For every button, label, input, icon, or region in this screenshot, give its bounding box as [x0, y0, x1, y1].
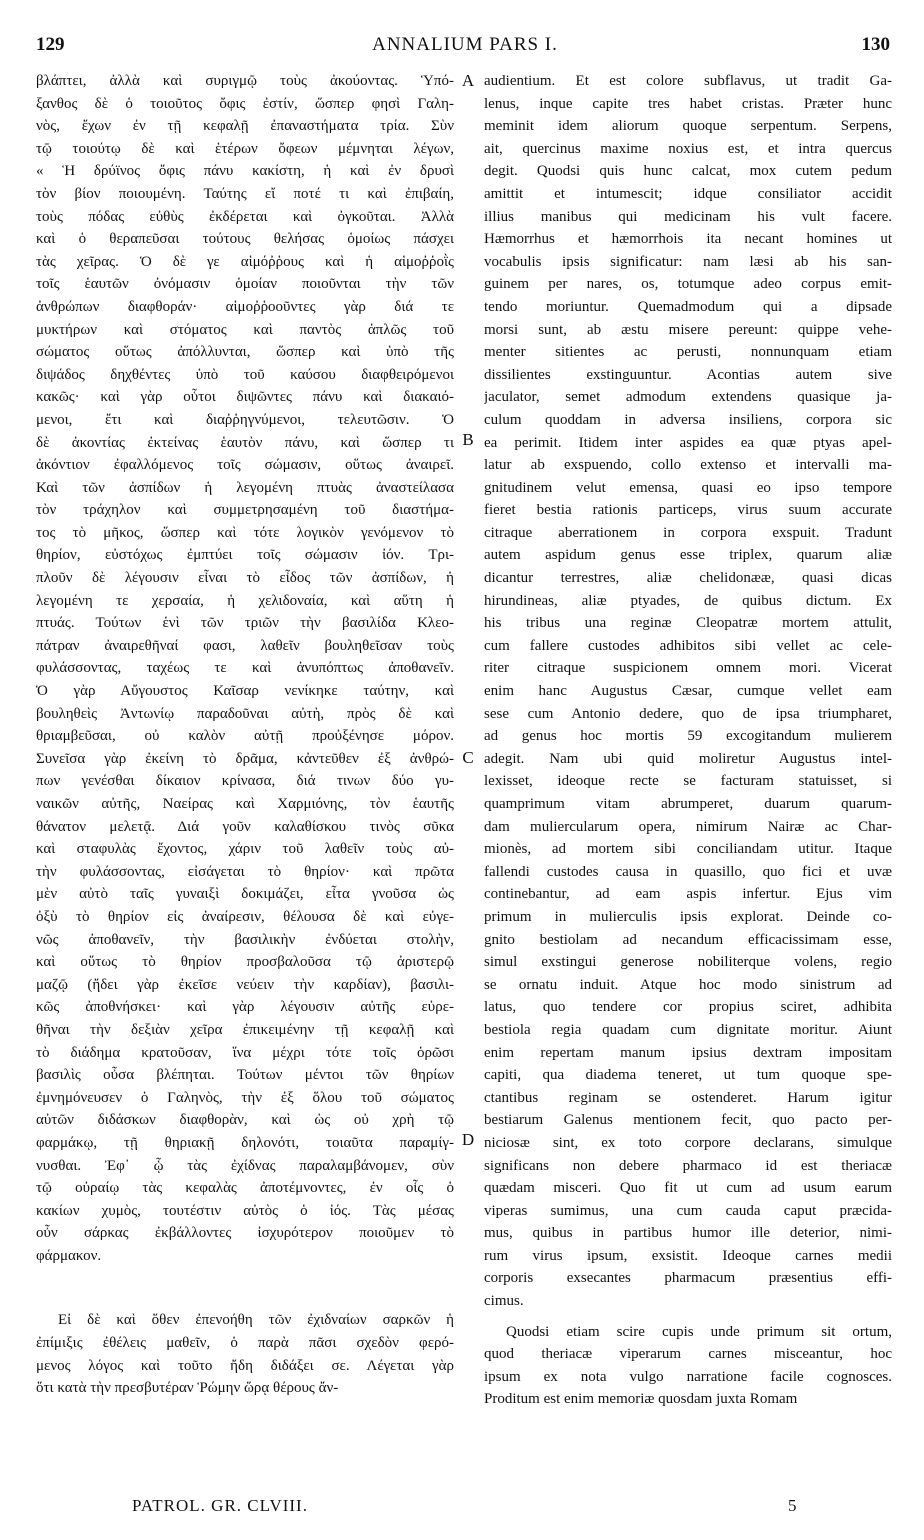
latin-line: dicantur terrestres, aliæ chelidonææ, quasi dicas [484, 570, 892, 587]
greek-line: βλάπτει, ἀλλὰ καὶ συριγμῷ τοὺς ἀκούοντας. Ὑπό- [36, 73, 454, 89]
greek-line: θριαμβεῦσαι, οὐ καλὸν αὐτῇ προὐξένησε μόρον. [36, 728, 454, 745]
greek-line: βουληθεὶς Ἀντωνίῳ παραδοῦναι αὐτὴ, πρὸς δὲ καὶ [36, 705, 454, 722]
latin-line: significans non debere pharmaco id est theriacæ [484, 1157, 892, 1174]
latin-line: viperas sumimus, una cum cauda caput præcida- [484, 1202, 892, 1219]
greek-line: καὶ σταφυλὰς ἔχοντος, χάριν τοῦ λαθεῖν τοὺς αὐ- [36, 841, 454, 858]
latin-line: audientium. Et est colore subflavus, ut tradit Ga- [484, 73, 892, 89]
greek-line: Ὁ γὰρ Αὔγουστος Καῖσαρ νενίκηκε ταύτην, καὶ [36, 683, 454, 700]
greek-line: σώματος οὕτως ἀπόλλυνται, ὥσπερ καὶ ὑπὸ τῆς [36, 344, 454, 361]
latin-line: se ornatu induit. Atque hoc modo sinistrum ad [484, 976, 892, 993]
greek-line: τοὺς πόδας εὐθὺς ἐκδέρεται καὶ ὀγκοῦται. Ἀλλὰ [36, 208, 454, 225]
margin-marker-c: C [462, 748, 474, 767]
page-number-left: 129 [36, 34, 65, 55]
greek-line: νυσθαι. Ἐφ᾽ ᾧ τὰς ἐχίδνας παραλαμβάνομεν, σὺν [36, 1157, 454, 1174]
greek-line: φαρμάκῳ, τῇ θηριακῇ δηλονότι, τοιαῦτα παραμίγ- [36, 1134, 454, 1151]
greek-line: θηρίον, εὐστόχως ἐμπτύει τοῖς σώμασιν ἰόν. Τρι- [36, 547, 454, 564]
margin-marker-a: A [461, 71, 475, 90]
latin-line: bestiarum Galenus mentionem fecit, quo pacto per- [484, 1112, 892, 1129]
greek-line: μὲν αὐτὸ ταῖς γυναιξὶ δοκιμάζει, εἶτα γνοῦσα ὡς [36, 886, 454, 903]
latin-line: amittit et intumescit; idque consiliator accidit [484, 185, 892, 202]
latin-line: Proditum est enim memoriæ quosdam juxta Romam [484, 1391, 798, 1408]
latin-line: gnito bestiolam ad necandum efficacissimam esse, [484, 931, 892, 948]
latin-line: enim hanc Augustus Cæsar, cumque vellet eam [484, 683, 892, 700]
greek-line: ἐπίμιξις ἐθέλεις μαθεῖν, ὁ παρὰ πᾶσι σχεδὸν φερό- [36, 1335, 454, 1352]
greek-line: τὴν φυλάσσοντας, εἰσάγεται τὸ θηρίον· καὶ πρῶτα [36, 863, 454, 880]
latin-line: fallendi custodes causa in quasillo, quo fici et uvæ [484, 863, 892, 880]
latin-line: Hæmorrhus et hæmorrhois ita necant homines ut [484, 231, 892, 248]
latin-line: Quodsi etiam scire cupis unde primum sit ortum, [506, 1323, 892, 1340]
greek-line: κακίων χυμὸς, τουτέστιν αὐτὸς ὁ ἰός. Τὰς μέσας [36, 1202, 454, 1219]
latin-line: bestiola regia quadam cum dignitate moritur. Aiunt [484, 1021, 892, 1038]
latin-line: guinem per nares, os, totumque adeo corpus emit- [484, 276, 892, 293]
greek-line: οὖν σάρκας ἐκβάλλοντες ἰσχυρότερον ποιοῦμεν τὸ [36, 1225, 454, 1242]
latin-line: tendo moriuntur. Quemadmodum qui a dipsade [484, 298, 892, 315]
latin-line: dissilientes exstinguuntur. Acontias autem sive [484, 366, 892, 383]
latin-line: fieret bestia rationis particeps, virus suum accurate [484, 502, 892, 519]
latin-line: rum virus ipsum, exsistit. Ideoque carnes medii [484, 1247, 892, 1264]
greek-line: Καὶ τῶν ἀσπίδων ἡ λεγομένη πτυὰς ἀναστείλασα [36, 479, 454, 496]
greek-line: ὅτι κατὰ τὴν πρεσβυτέραν Ῥώμην ὥρᾳ θέρους ἄν- [36, 1380, 339, 1397]
latin-line: adegit. Nam ubi quid moliretur Augustus intel- [484, 750, 892, 767]
page-header [30, 30, 900, 60]
page-number-right: 130 [861, 34, 890, 55]
latin-line: mionès, ad mortem sibi conciliandam utitur. Itaque [484, 841, 892, 858]
latin-line: vocabulis ipsis significatur: nam læsi ab his san- [484, 253, 892, 270]
greek-line: τὰς χεῖρας. Ὁ δὲ γε αἱμόῤῥους καὶ ἡ αἱμοῤῥοῒς [36, 253, 454, 270]
latin-line: latus, quo tendere cor propius sciret, adhibita [484, 999, 892, 1016]
greek-line: πων γενέσθαι δίκαιον κρίνασα, διά τινων δύο γυ- [36, 773, 454, 790]
latin-line: morsi sunt, ab æstu misere pereunt: quippe vehe- [484, 321, 892, 338]
latin-line: quamprimum vitam abrumperet, duarum quarum- [484, 796, 892, 812]
running-title: ANNALIUM PARS I. [372, 34, 558, 55]
latin-line: culum quoddam in adversa insiliens, corpora sic [484, 411, 892, 428]
latin-line: hirundineas, aliæ ptyades, de quibus dictum. Ex [484, 592, 892, 609]
latin-line: ipsum ex nota vulgo narratione facile cognosces. [484, 1368, 892, 1385]
greek-line: μυκτήρων καὶ στόματος καὶ παντὸς ἁπλῶς τοῦ [36, 321, 454, 338]
latin-line: quod theriacæ viperarum carnes misceantur, hoc [484, 1346, 892, 1363]
latin-line: illius manibus qui medicinam his vult facere. [484, 208, 892, 225]
greek-line: « Ἡ δρύϊνος ὄφις πάνυ κακίστη, ἡ καὶ ἐν δρυσὶ [36, 163, 454, 180]
greek-line: μενοι, ἔτι καὶ διαῤῥηγνύμενοι, τελευτῶσιν. Ὁ [36, 411, 454, 428]
latin-line: ad genus hoc mortis 59 excogitandum mulierem [484, 728, 892, 745]
greek-line: ναικῶν αὐτῆς, Ναείρας καὶ Χαρμιόνης, τὸν ἑαυτῆς [36, 796, 454, 812]
latin-line: riter citraque suspicionem omnem mori. Vicerat [484, 660, 892, 677]
greek-line: καὶ οὕτως τὸ θηρίον προσβαλοῦσα τῷ ἀριστερῷ [36, 954, 454, 971]
greek-line: τὸ διάδημα κρατοῦσαν, ἵνα μέχρι τότε τοῖς ὁρῶσι [36, 1044, 454, 1061]
greek-line: καὶ ὁ θεραπεῦσαι τούτους θελήσας ὁμοίως πάσχει [36, 231, 454, 248]
latin-line: simul exstingui generose nobiliterque volens, regio [484, 954, 892, 971]
latin-line: meminit idem aliorum quoque serpentum. Serpens, [484, 118, 892, 135]
latin-line: gnitudinem velut emensa, quasi eo ipso tempore [484, 479, 892, 496]
latin-line: mus, quibus in partibus humor ille deterior, nimi- [484, 1225, 892, 1242]
latin-line: menter sitientes ac perusti, nonnunquam etiam [484, 344, 892, 361]
latin-line: ea perimit. Itidem inter aspides ea quæ ptyas apel- [484, 434, 892, 451]
greek-line: ἀκόντιον ἐφαλλόμενος τοῖς σώμασιν, οὕτως ἀναιρεῖ. [36, 457, 454, 474]
greek-line: μαζῷ (ἤδει γὰρ ἐκεῖσε νεύειν τὴν καρδίαν), βασιλι- [36, 976, 454, 993]
footer-sheet-number: 5 [788, 1496, 797, 1515]
greek-line: τοῖς ἑαυτῶν ὀνόμασιν ὁμοίαν ποιοῦνται τὴν τῶν [36, 276, 454, 293]
greek-paragraph-gap [36, 1267, 454, 1309]
greek-column [36, 70, 454, 1400]
latin-line: dam muliercularum opera, nimirum Nairæ ac Char- [484, 818, 892, 835]
margin-marker-d: D [461, 1130, 475, 1149]
latin-line: quædam misceri. Quo fit ut cum ad usum earum [484, 1180, 892, 1197]
greek-line: πάτραν ἀναιρεθῆναί φασι, λαθεῖν βουληθεῖσαν τοὺς [36, 637, 454, 654]
latin-line: ctantibus reginam se ostenderet. Harum igitur [484, 1089, 892, 1106]
greek-line: πτυάς. Τούτων ἑνὶ τῶν τριῶν τὴν βασιλίδα Κλεο- [36, 615, 454, 632]
margin-marker-b: B [462, 430, 474, 449]
latin-line: latur ab exspuendo, collo extenso et intervalli ma- [484, 457, 892, 474]
latin-line: ait, quercinus maxime noxius est, et intra quercus [484, 140, 892, 157]
greek-line: φυλάσσοντας, ταχέως τε καὶ ἀνυπόπτως ἀποθανεῖν. [36, 660, 454, 677]
latin-line: capiti, qua diadema teneret, ut tum quoque spe- [484, 1067, 892, 1084]
latin-line: primum in mulierculis ipsis explorat. Deinde co- [484, 908, 892, 925]
latin-line: cimus. [484, 1293, 524, 1310]
latin-line: cum fallere custodes adhibitos sibi vellet ac cele- [484, 637, 892, 654]
greek-line: πλοῦν δὲ λέγουσιν εἶναι τὸ εἶδος τῶν ἀσπίδων, ἡ [36, 570, 454, 587]
latin-line: lenus, inque capite tres habet cristas. Præter hunc [484, 95, 892, 112]
greek-line: φάρμακον. [36, 1247, 102, 1264]
greek-line: κῶς ἀποθνήσκει· καὶ γὰρ λέγουσιν αὐτῆς εὑρε- [36, 999, 454, 1016]
latin-line: jaculator, semet admodum extendens quasique ja- [484, 389, 892, 406]
greek-line: νῶς ἀποθανεῖν, τὴν βασιλικὴν ἐνδύεται στολὴν, [36, 931, 454, 948]
greek-line: αὐτῶν διδάσκων διαφθορὰν, καὶ ὡς οὐ χρὴ τῷ [36, 1112, 454, 1129]
greek-line: τῷ οὐραίῳ τὰς κεφαλὰς ἀποτέμνοντες, ἐν οἷς ὁ [36, 1180, 454, 1197]
greek-line: τῷ τοιούτῳ δὲ καὶ ἑτέρων ὄφεων μέμνηται λέγων, [36, 140, 454, 157]
latin-line: sese cum Antonio dedere, quo de ipsa triumpharet, [484, 705, 892, 722]
greek-line: ὀξὺ τὸ θηρίον εἰς ἀναίρεσιν, θέλουσα δὲ καὶ εὐγε- [36, 908, 454, 925]
latin-column [484, 70, 892, 1411]
greek-line: νὸς, ἔχων ἐν τῇ κεφαλῇ ἐπαναστήματα τρία. Σὺν [36, 118, 454, 135]
latin-line: corporis exsecantes pharmacum præsentius effi- [484, 1270, 892, 1287]
greek-line: λεγομένη τε χερσαία, ἡ χελιδοναία, καὶ αὕτη ἡ [36, 592, 454, 609]
latin-paragraph-gap [484, 1313, 892, 1321]
greek-line: θάνατον μελετᾷ. Διά γοῦν καλαθίσκου τινὸς σῦκα [36, 818, 454, 835]
greek-line: θῆναι τὴν δεξιὰν χεῖρα ἐπικειμένην τῇ κεφαλῇ καὶ [36, 1021, 454, 1038]
greek-line: ἐμνημόνευσεν ὁ Γαληνὸς, τὴν ἐξ ὅλου τοῦ σώματος [36, 1089, 454, 1106]
latin-line: continebantur, ad eam aspis infertur. Ejus vim [484, 886, 892, 903]
greek-line: Εἰ δὲ καὶ ὅθεν ἐπενοήθη τῶν ἐχιδναίων σαρκῶν ἡ [58, 1312, 454, 1329]
latin-line: enim repertam manum ipsius dextram impositam [484, 1044, 892, 1061]
greek-line: διψάδος δηχθέντες ὑπὸ τοῦ καύσου διαφθειρόμενοι [36, 366, 454, 383]
greek-line: μενος λόγος καὶ τοῦτο ἤδη διδάξει σε. Λέγεται γὰρ [36, 1357, 454, 1374]
greek-line: τος τὸ μῆκος, ὥσπερ καὶ τότε λογικὸν γενόμενον τὸ [36, 524, 454, 541]
greek-line: δὲ ἀκοντίας ἐκτείνας ἑαυτὸν πάνυ, καὶ ὥσπερ τι [36, 434, 454, 451]
latin-line: niciosæ sint, ex toto corpore declarans, simulque [484, 1134, 892, 1151]
latin-line: autem aspidum genus esse triplex, quarum aliæ [484, 547, 892, 564]
greek-line: τὸν βίον ποιουμένη. Ταύτης εἴ ποτέ τι καὶ ἐπιβαίη, [36, 185, 454, 202]
greek-line: Συνεῖσα γὰρ ἐκείνη τὸ δρᾶμα, κἀντεῦθεν ἐξ ἀνθρώ- [36, 750, 454, 767]
latin-line: citraque aberrationem in corpora exspuit. Tradunt [484, 524, 892, 541]
latin-line: degit. Quodsi quis hunc calcat, mox cutem pedum [484, 163, 892, 180]
footer-signature: PATROL. GR. CLVIII. [132, 1496, 308, 1515]
latin-line: lexisset, ideoque recte se facturam statuisset, si [484, 773, 892, 790]
greek-line: ξανθος δὲ ὁ τοιοῦτος ὄφις ἐστίν, ὥσπερ φησὶ Γαλη- [36, 95, 454, 112]
greek-line: κακῶς· καὶ γὰρ οὗτοι διψῶντες πάνυ καὶ διακαιό- [36, 389, 454, 406]
greek-line: τὸν τράχηλον καὶ συμμετρησαμένη τοῦ διαστήμα- [36, 502, 454, 519]
latin-line: his tribus una reginæ Cleopatræ mortem attulit, [484, 615, 892, 632]
greek-line: ἀνθρώπων διαφθοράν· αἱμοῤῥοοῦντες γὰρ διά τε [36, 298, 454, 315]
greek-line: βασιλὶς οὖσα βλέπηται. Τούτων μέντοι τῶν θηρίων [36, 1067, 454, 1084]
